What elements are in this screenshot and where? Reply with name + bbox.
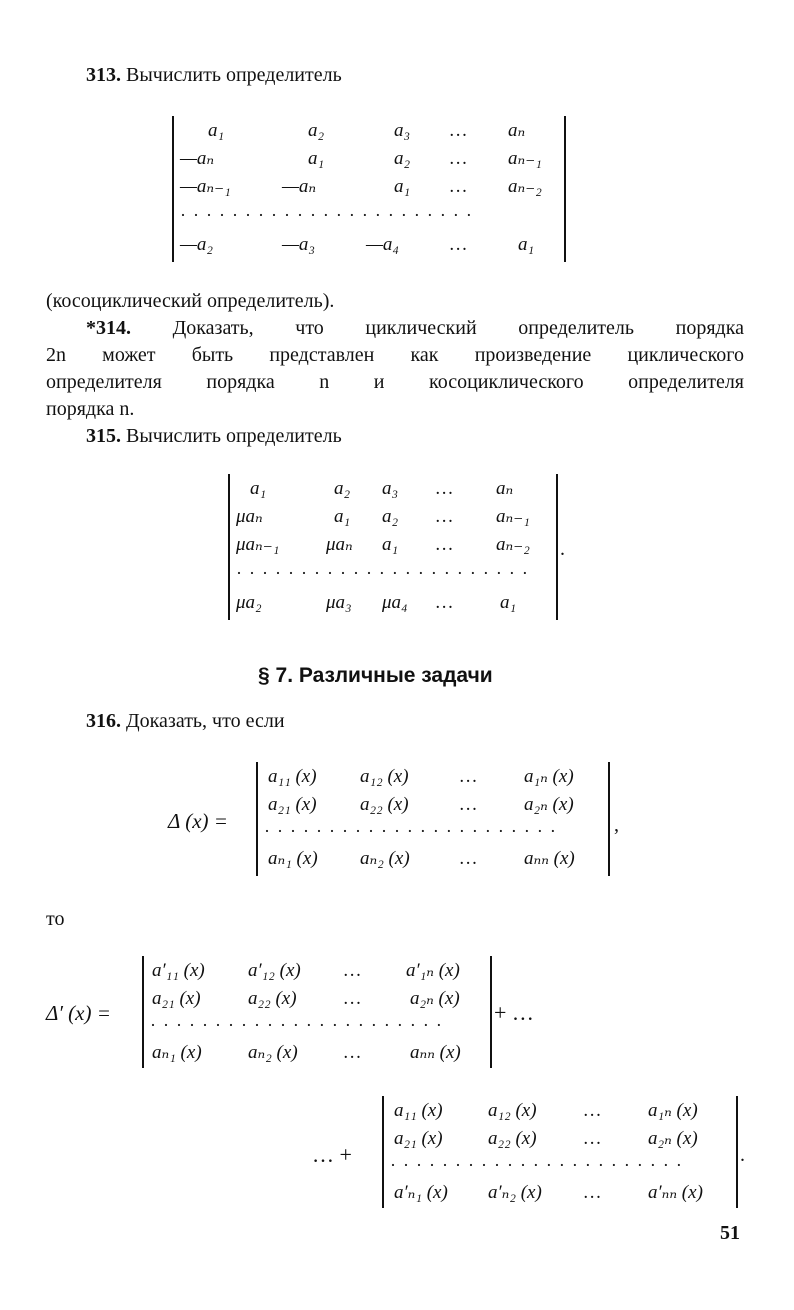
problem-314-line-3: определителя порядка n и косоциклического определителя	[46, 371, 744, 393]
matrix-cell: a₂	[382, 506, 399, 527]
matrix-cell: a₁	[250, 478, 267, 499]
matrix-cell: a₁	[394, 176, 411, 197]
problem-number: 316.	[86, 710, 121, 732]
determinant-313	[172, 116, 566, 262]
matrix-cell: aₙ	[496, 478, 514, 499]
matrix-cell: a′₁ₙ (x)	[406, 960, 460, 981]
matrix-cell: …	[436, 506, 453, 527]
matrix-cell: a₂ₙ (x)	[410, 988, 460, 1009]
matrix-cell: a₁ₙ (x)	[648, 1100, 698, 1121]
delta-lhs: Δ (x) =	[168, 809, 228, 833]
matrix-cell: a₂ₙ (x)	[524, 794, 574, 815]
problem-314-line-2: 2n может быть представлен как произведение циклического	[46, 344, 744, 366]
matrix-cell: …	[450, 176, 467, 197]
matrix-cell: a₂₁ (x)	[268, 794, 317, 815]
ellipsis-row: ·······················	[390, 1158, 689, 1172]
matrix-cell: —a₂	[180, 234, 213, 255]
matrix-cell: a₁	[500, 592, 517, 613]
matrix-cell: μa₂	[236, 592, 262, 613]
matrix-cell: a₁₂ (x)	[360, 766, 409, 787]
matrix-cell: …	[584, 1100, 601, 1121]
matrix-cell: aₙ₁ (x)	[152, 1042, 202, 1063]
matrix-grid	[384, 1096, 736, 1208]
matrix-cell: …	[460, 766, 477, 787]
matrix-cell: a₂₁ (x)	[394, 1128, 443, 1149]
matrix-cell: aₙₙ (x)	[524, 848, 575, 869]
problem-316-heading	[86, 708, 285, 734]
matrix-cell: a₁	[382, 534, 399, 555]
matrix-cell: aₙ₋₂	[496, 534, 530, 555]
ellipsis-row: ·······················	[180, 208, 479, 222]
problem-314-line-4: порядка n.	[46, 398, 135, 420]
determinant-caption: (косоциклический определитель).	[46, 290, 335, 312]
matrix-cell: a₁	[518, 234, 535, 255]
matrix-grid	[258, 762, 608, 876]
matrix-grid	[230, 474, 556, 620]
matrix-cell: …	[460, 794, 477, 815]
matrix-cell: aₙ	[508, 120, 526, 141]
matrix-cell: …	[436, 534, 453, 555]
matrix-cell: a₂ₙ (x)	[648, 1128, 698, 1149]
matrix-cell: a′ₙ₂ (x)	[488, 1182, 542, 1203]
matrix-cell: a₂	[394, 148, 411, 169]
problem-314-line-1	[46, 315, 744, 341]
trailing-period: .	[740, 1144, 745, 1166]
matrix-cell: …	[450, 234, 467, 255]
matrix-cell: a′ₙₙ (x)	[648, 1182, 703, 1203]
ellipsis-plus: … +	[312, 1142, 352, 1167]
matrix-cell: μa₄	[382, 592, 408, 613]
matrix-cell: —aₙ	[180, 148, 215, 169]
matrix-cell: …	[584, 1128, 601, 1149]
trailing-period: .	[560, 538, 565, 560]
matrix-cell: a′₁₁ (x)	[152, 960, 205, 981]
ellipsis-row: ·······················	[236, 566, 535, 580]
matrix-cell: μaₙ	[326, 534, 353, 555]
matrix-cell: —aₙ₋₁	[180, 176, 231, 197]
page-number: 51	[720, 1222, 740, 1244]
matrix-cell: a₁	[208, 120, 225, 141]
matrix-grid	[144, 956, 490, 1068]
matrix-cell: aₙ₂ (x)	[360, 848, 410, 869]
section-heading: § 7. Различные задачи	[258, 664, 493, 687]
problem-text: Вычислить определитель	[126, 64, 342, 86]
matrix-cell: a₁	[334, 506, 351, 527]
matrix-cell: a₂₂ (x)	[248, 988, 297, 1009]
matrix-cell: a₂	[334, 478, 351, 499]
matrix-cell: …	[584, 1182, 601, 1203]
problem-313-heading	[86, 62, 342, 88]
matrix-cell: a₂₁ (x)	[152, 988, 201, 1009]
matrix-cell: …	[450, 148, 467, 169]
determinant-315	[228, 474, 558, 620]
matrix-cell: —a₃	[282, 234, 315, 255]
matrix-cell: —aₙ	[282, 176, 317, 197]
matrix-cell: …	[344, 960, 361, 981]
problem-text: Вычислить определитель	[126, 425, 342, 447]
matrix-cell: a₂₂ (x)	[360, 794, 409, 815]
matrix-cell: aₙₙ (x)	[410, 1042, 461, 1063]
matrix-cell: μa₃	[326, 592, 352, 613]
matrix-cell: a₁₁ (x)	[394, 1100, 443, 1121]
matrix-cell: a₂₂ (x)	[488, 1128, 537, 1149]
matrix-cell: …	[436, 478, 453, 499]
matrix-cell: a₁ₙ (x)	[524, 766, 574, 787]
determinant-delta-prime-last	[382, 1096, 738, 1208]
matrix-cell: a₃	[394, 120, 411, 141]
matrix-cell: …	[344, 1042, 361, 1063]
matrix-cell: a₃	[382, 478, 399, 499]
matrix-cell: a′ₙ₁ (x)	[394, 1182, 448, 1203]
matrix-cell: aₙ₋₁	[508, 148, 542, 169]
delta-prime-lhs: Δ′ (x) =	[46, 1001, 111, 1025]
matrix-cell: …	[460, 848, 477, 869]
matrix-cell: μaₙ	[236, 506, 263, 527]
problem-number: 313.	[86, 64, 121, 86]
matrix-cell: —a₄	[366, 234, 399, 255]
problem-number: 315.	[86, 425, 121, 447]
conjunction-to: то	[46, 908, 65, 930]
matrix-cell: a₁	[308, 148, 325, 169]
matrix-cell: …	[450, 120, 467, 141]
problem-315-heading	[86, 423, 342, 449]
matrix-cell: a₂	[308, 120, 325, 141]
matrix-cell: aₙ₂ (x)	[248, 1042, 298, 1063]
matrix-cell: a′₁₂ (x)	[248, 960, 301, 981]
matrix-cell: aₙ₋₁	[496, 506, 530, 527]
problem-text: Доказать, что циклический определитель порядка	[172, 317, 744, 339]
plus-ellipsis: + …	[494, 1000, 534, 1025]
matrix-cell: μaₙ₋₁	[236, 534, 280, 555]
trailing-comma: ,	[614, 814, 619, 836]
matrix-cell: …	[436, 592, 453, 613]
problem-text: Доказать, что если	[126, 710, 285, 732]
matrix-cell: aₙ₁ (x)	[268, 848, 318, 869]
ellipsis-row: ·······················	[264, 824, 563, 838]
matrix-cell: …	[344, 988, 361, 1009]
matrix-cell: a₁₂ (x)	[488, 1100, 537, 1121]
determinant-delta-prime-first	[142, 956, 492, 1068]
ellipsis-row: ·······················	[150, 1018, 449, 1032]
problem-number: *314.	[86, 317, 131, 339]
matrix-cell: aₙ₋₂	[508, 176, 542, 197]
matrix-grid	[174, 116, 564, 262]
matrix-cell: a₁₁ (x)	[268, 766, 317, 787]
determinant-delta	[256, 762, 610, 876]
